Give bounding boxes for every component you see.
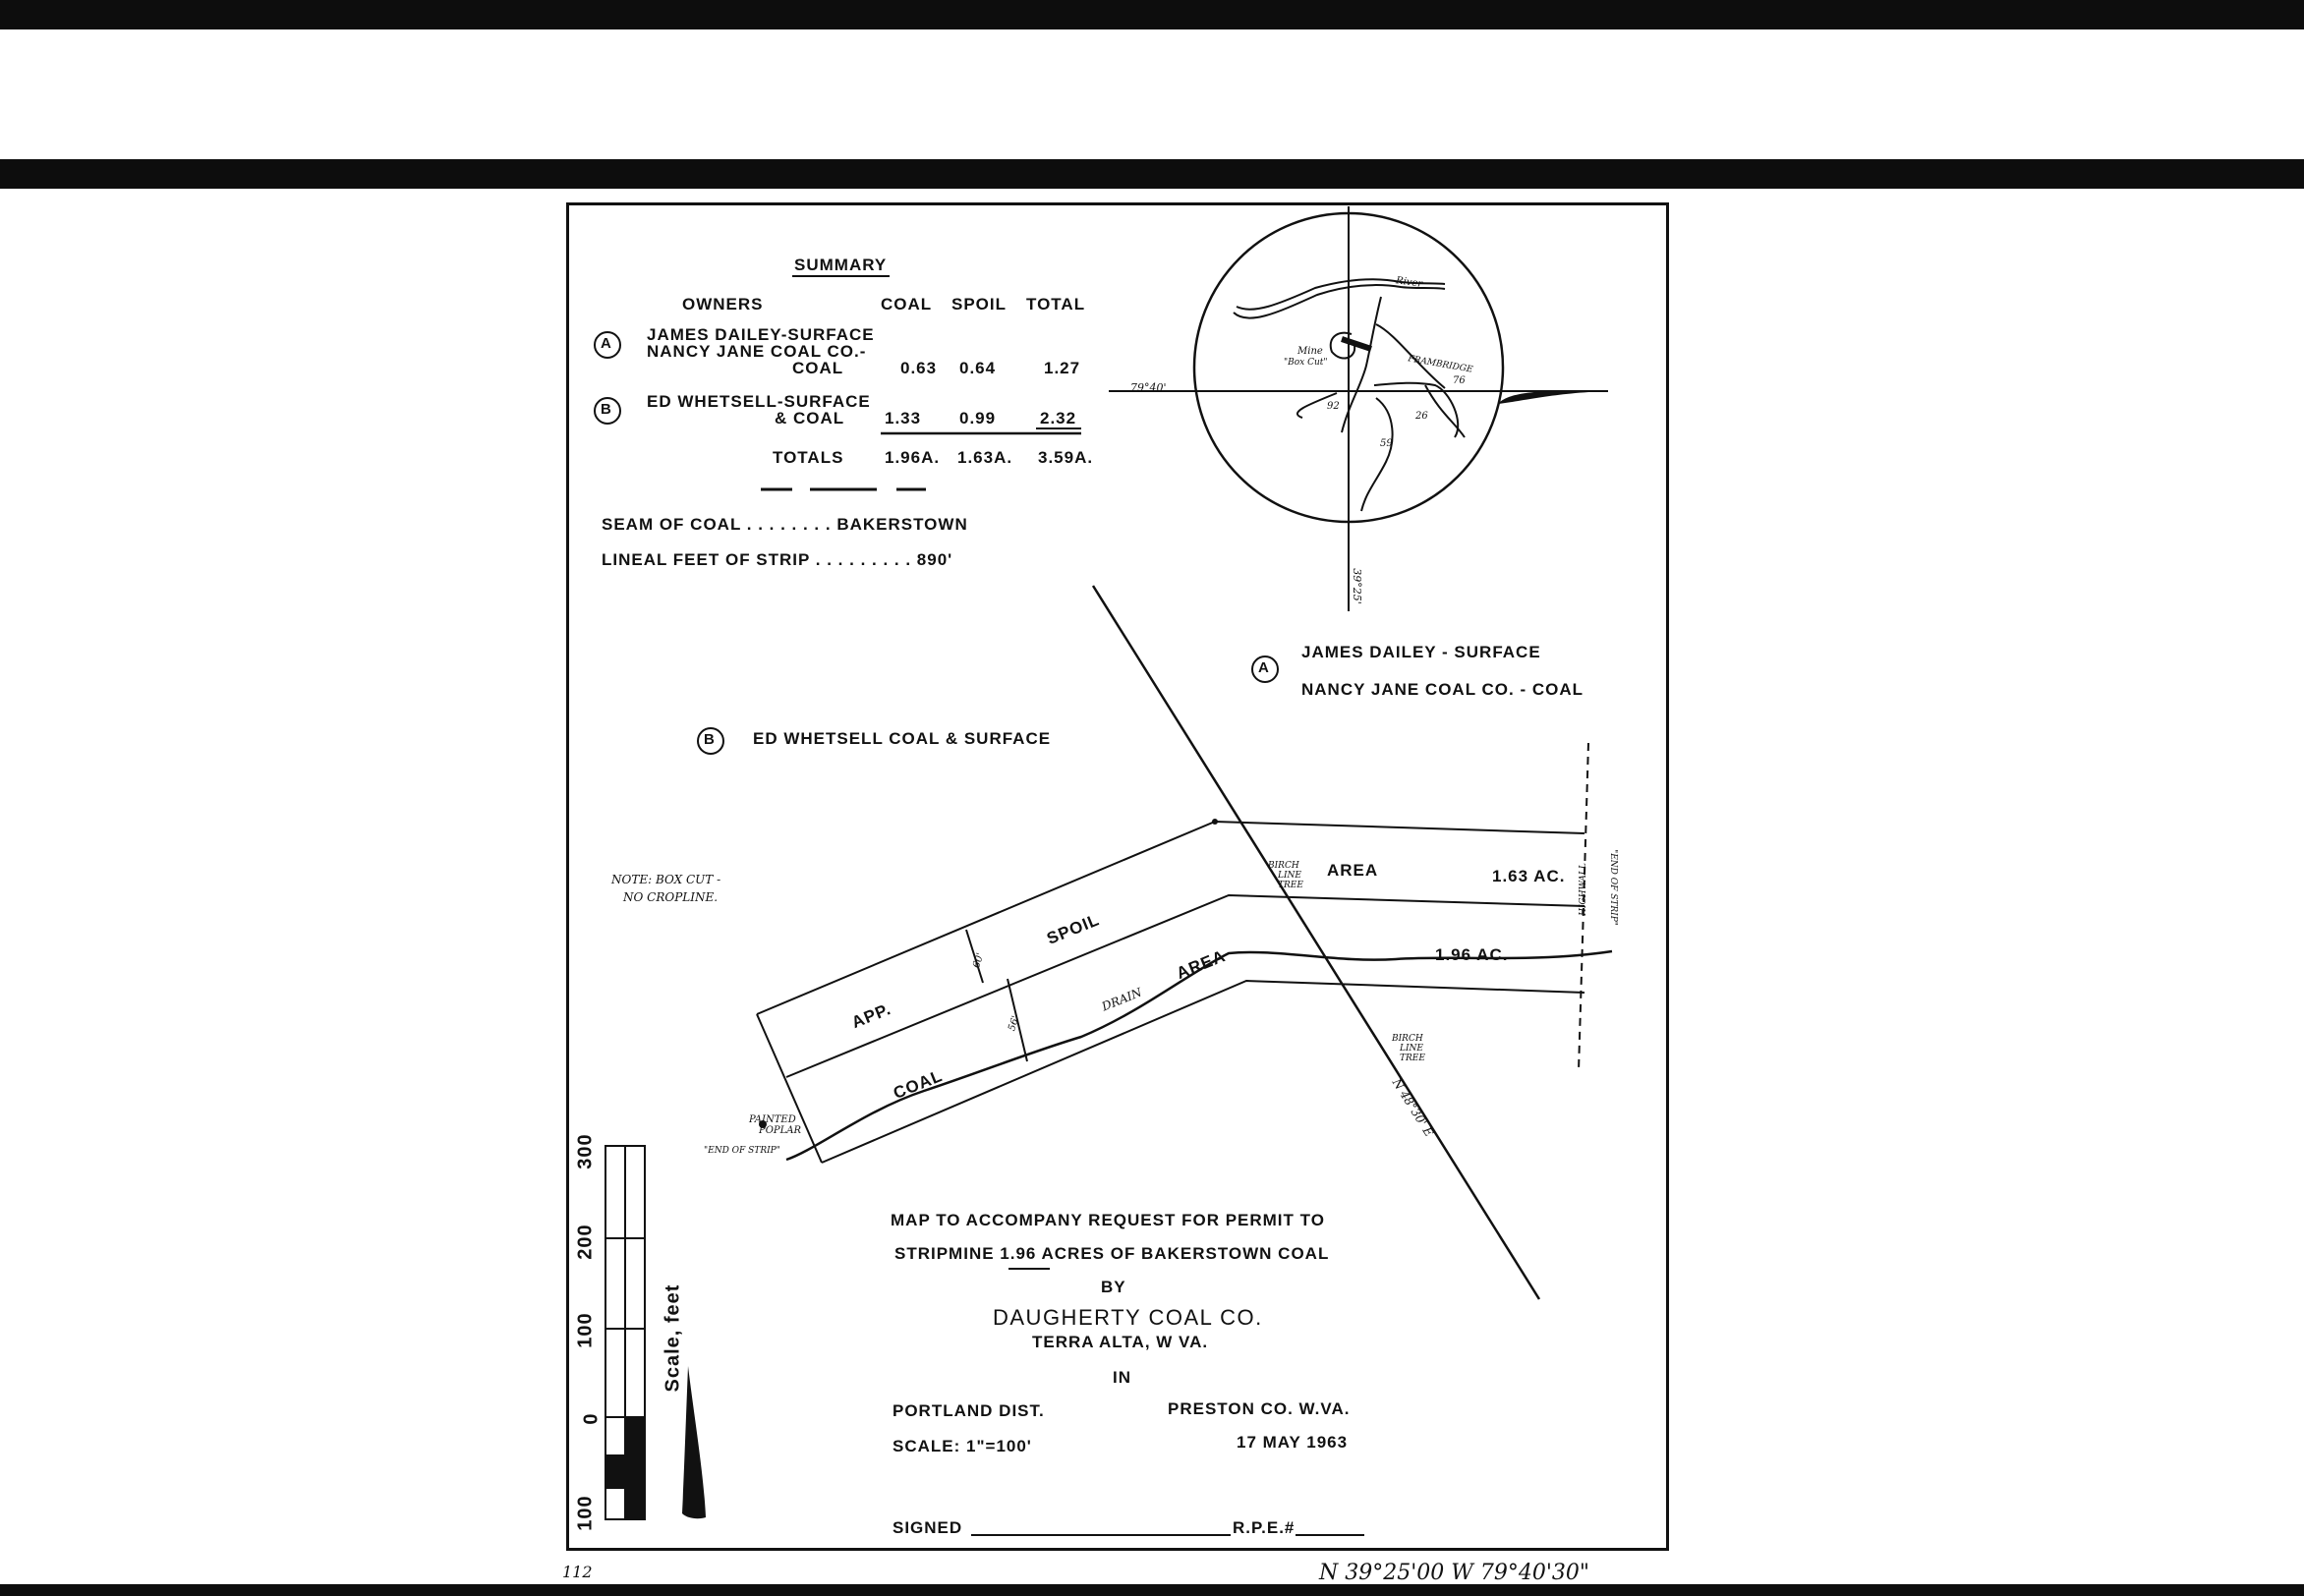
owner-b-coal: 1.33 (885, 409, 922, 428)
title-line2-pre: STRIPMINE (894, 1244, 1001, 1263)
area-top-label: AREA (1327, 861, 1379, 880)
county: PRESTON CO. W.VA. (1168, 1399, 1351, 1418)
scale-tick-200: 200 (574, 1224, 597, 1260)
legend-a-line1: JAMES DAILEY - SURFACE (1301, 643, 1541, 661)
totals-label: TOTALS (773, 448, 844, 467)
map-scale: SCALE: 1"=100' (893, 1437, 1032, 1455)
company-name: DAUGHERTY COAL CO. (993, 1305, 1263, 1330)
totals-coal: 1.96A. (885, 448, 941, 467)
acres-spoil-label: 1.63 AC. (1492, 867, 1566, 885)
road-label-59: 59 (1380, 438, 1393, 449)
summary-title: SUMMARY (794, 256, 888, 274)
drain-label: DRAIN (1099, 985, 1144, 1014)
header-total: TOTAL (1026, 295, 1086, 314)
handwritten-coordinates: N 39°25'00 W 79°40'30" (1319, 1561, 1590, 1585)
company-location: TERRA ALTA, W VA. (1032, 1333, 1209, 1351)
painted-poplar-2: POPLAR (759, 1125, 802, 1136)
birch-top-1: BIRCH (1268, 861, 1299, 871)
spoil-label: SPOIL (1044, 910, 1103, 948)
owner-a-spoil: 0.64 (959, 359, 997, 377)
seam-of-coal: SEAM OF COAL . . . . . . . . BAKERSTOWN (602, 515, 968, 534)
acres-coal-label: 1.96 AC. (1435, 945, 1509, 964)
lineal-feet: LINEAL FEET OF STRIP . . . . . . . . . 890' (602, 550, 953, 569)
location-map (1109, 206, 1608, 611)
box-cut-label: "Box Cut" (1284, 358, 1328, 368)
note-box-cut-2: NO CROPLINE. (623, 890, 719, 904)
app-label: APP. (848, 998, 894, 1033)
scale-bar (605, 1146, 706, 1519)
title-line2-post: ACRES OF BAKERSTOWN COAL (1036, 1244, 1330, 1263)
bridge-label: FRAMBRIDGE (1407, 354, 1474, 375)
district: PORTLAND DIST. (893, 1401, 1045, 1420)
scale-tick-100-left: 100 (574, 1495, 597, 1531)
road-label-76: 76 (1453, 375, 1466, 386)
road-label-92: 92 (1327, 401, 1340, 412)
owner-b-total: 2.32 (1040, 409, 1077, 428)
bearing-label: N 48°30' E (1389, 1075, 1436, 1140)
area-mid-label: AREA (1174, 945, 1229, 984)
owner-a-coal: 0.63 (900, 359, 938, 377)
page-number: 112 (562, 1563, 593, 1581)
owner-b-line1: ED WHETSELL-SURFACE (647, 392, 871, 411)
owner-a-line3: COAL (792, 359, 844, 377)
title-in: IN (1113, 1368, 1131, 1387)
birch-top-3: TREE (1278, 881, 1303, 890)
width-56-label: 56' (1007, 1014, 1022, 1033)
coal-label: COAL (891, 1065, 946, 1104)
owner-a-line1: JAMES DAILEY-SURFACE (647, 325, 875, 344)
title-line2 (894, 1244, 1329, 1264)
owner-b-marker: B (601, 401, 612, 418)
owner-a-total: 1.27 (1044, 359, 1081, 377)
birch-bottom-3: TREE (1400, 1054, 1425, 1063)
birch-bottom-1: BIRCH (1392, 1034, 1423, 1044)
legend-b-marker: B (704, 731, 716, 748)
legend-a-marker: A (1258, 659, 1270, 676)
header-spoil: SPOIL (951, 295, 1008, 314)
owner-b-spoil: 0.99 (959, 409, 997, 428)
rpe-label: R.P.E.# (1233, 1518, 1296, 1537)
owner-a-line2: NANCY JANE COAL CO.- (647, 342, 867, 361)
road-label-26: 26 (1415, 411, 1428, 422)
scale-tick-300: 300 (574, 1133, 597, 1169)
longitude-label: 79°40' (1130, 381, 1167, 394)
title-by: BY (1101, 1278, 1126, 1296)
title-line2-acres: 1.96 (1000, 1244, 1037, 1263)
birch-bottom-2: LINE (1400, 1044, 1423, 1054)
highwall-label: HIGHWALL (1578, 863, 1588, 916)
width-60-label: 60' (971, 951, 987, 970)
scale-title: Scale, feet (662, 1283, 684, 1393)
painted-poplar-1: PAINTED (749, 1114, 796, 1125)
signed-label: SIGNED (893, 1518, 963, 1537)
header-coal: COAL (881, 295, 933, 314)
latitude-label: 39°25' (1350, 568, 1363, 604)
totals-spoil: 1.63A. (957, 448, 1013, 467)
end-strip-right: "END OF STRIP" (1607, 849, 1618, 926)
birch-top-2: LINE (1278, 871, 1301, 881)
header-owners: OWNERS (682, 295, 764, 314)
owner-b-line2: & COAL (775, 409, 845, 428)
totals-total: 3.59A. (1038, 448, 1094, 467)
river-label: River (1395, 275, 1423, 290)
title-line1: MAP TO ACCOMPANY REQUEST FOR PERMIT TO (891, 1211, 1325, 1229)
scale-tick-100: 100 (574, 1312, 597, 1348)
legend-b-text: ED WHETSELL COAL & SURFACE (753, 729, 1052, 748)
note-box-cut-1: NOTE: BOX CUT - (611, 873, 721, 886)
legend-a-line2: NANCY JANE COAL CO. - COAL (1301, 680, 1584, 699)
scale-tick-0: 0 (580, 1412, 603, 1425)
owner-a-marker: A (601, 335, 612, 352)
map-date: 17 MAY 1963 (1237, 1433, 1349, 1452)
mine-label: Mine (1297, 346, 1323, 357)
end-strip-left: "END OF STRIP" (704, 1146, 780, 1156)
